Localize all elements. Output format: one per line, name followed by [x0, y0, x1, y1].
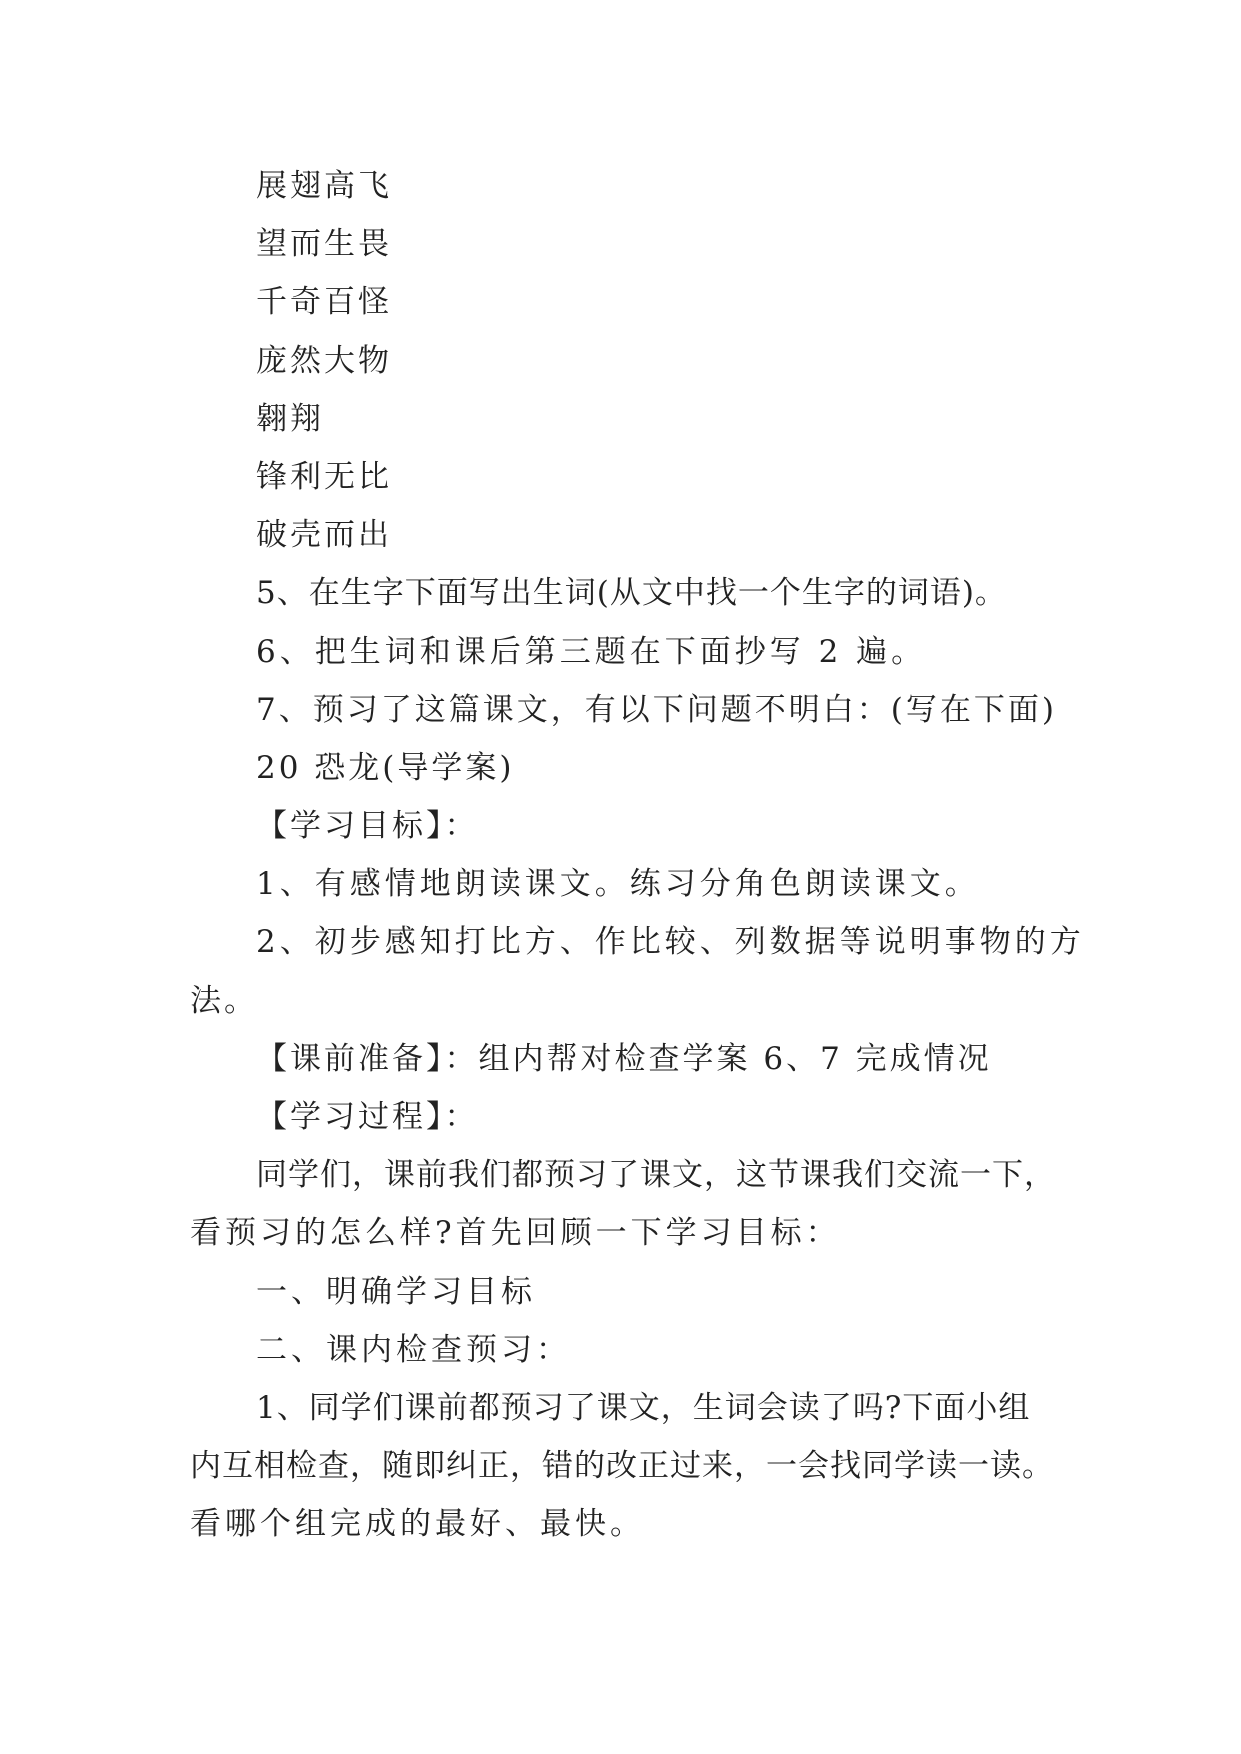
section-preparation: 【课前准备】：组内帮对检查学案 6、7 完成情况: [256, 1040, 992, 1077]
vocab-qianqi-baiguai: 千奇百怪: [256, 284, 392, 321]
step-1-heading: 一、明确学习目标: [256, 1273, 536, 1310]
vocab-aoxiang: 翱翔: [256, 400, 324, 437]
vocab-pangran-dawu: 庞然大物: [256, 342, 392, 379]
check-item-1-end: 看哪个组完成的最好、最快。: [190, 1506, 645, 1543]
document-body: [190, 157, 1085, 1554]
goal-2-continued: 法。: [190, 982, 258, 1019]
process-intro: 同学们，课前我们都预习了课文，这节课我们交流一下，: [256, 1157, 1056, 1194]
goal-2: 2、初步感知打比方、作比较、列数据等说明事物的方: [256, 924, 1085, 961]
vocab-fengli-wubi: 锋利无比: [256, 458, 392, 495]
task-5: 5、在生字下面写出生词(从文中找一个生字的词语)。: [256, 575, 1007, 612]
goal-1: 1、有感情地朗读课文。练习分角色朗读课文。: [256, 866, 980, 903]
task-7: 7、预习了这篇课文，有以下问题不明白：(写在下面): [256, 691, 1057, 728]
section-learning-goals: 【学习目标】：: [256, 808, 479, 845]
lesson-title: 20 恐龙(导学案): [256, 749, 515, 786]
step-2-heading: 二、课内检查预习：: [256, 1331, 571, 1368]
check-item-1-continued: 内互相检查，随即纠正，错的改正过来，一会找同学读一读。: [190, 1448, 1054, 1485]
section-learning-process: 【学习过程】：: [256, 1099, 479, 1135]
task-6: 6、把生词和课后第三题在下面抄写 2 遍。: [256, 633, 927, 670]
vocab-poke-erchu: 破壳而出: [256, 517, 392, 554]
vocab-zhanchi-gaofei: 展翅高飞: [256, 168, 392, 204]
check-item-1: 1、同学们课前都预习了课文，生词会读了吗?下面小组: [256, 1389, 1031, 1426]
vocab-wanger-shengwei: 望而生畏: [256, 226, 392, 263]
process-intro-continued: 看预习的怎么样?首先回顾一下学习目标：: [190, 1215, 841, 1252]
